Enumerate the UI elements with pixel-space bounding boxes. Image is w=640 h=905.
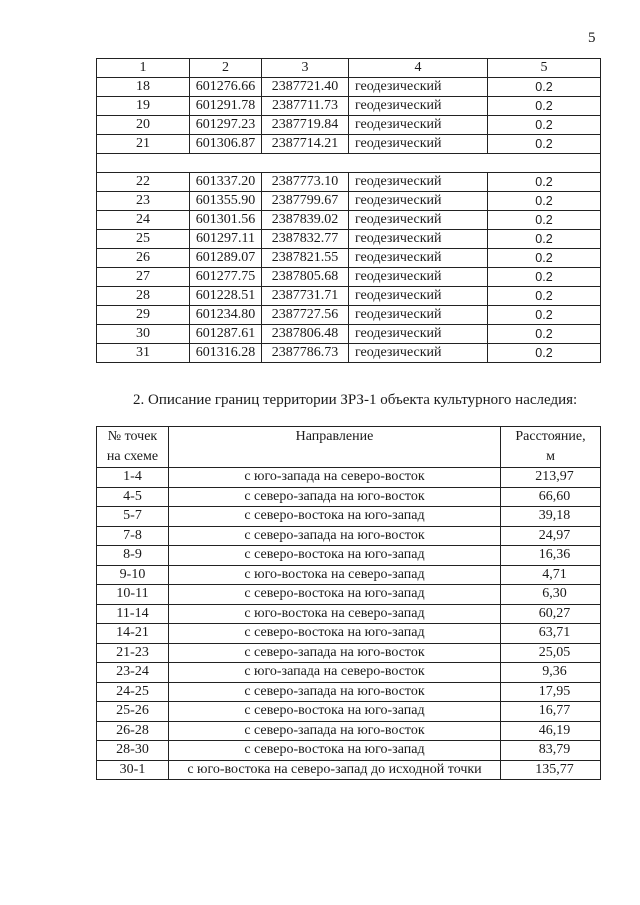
coordinates-row — [97, 116, 601, 135]
distance-cell: 66,60 — [501, 487, 601, 507]
coordinates-row — [97, 287, 601, 306]
accuracy-cell: 0.2 — [488, 173, 601, 192]
points-header-line2: на схеме — [106, 449, 159, 464]
y-coordinate-cell: 2387806.48 — [262, 325, 349, 344]
point-number-cell: 22 — [97, 173, 190, 192]
y-coordinate-cell: 2387721.40 — [262, 78, 349, 97]
method-cell: геодезический — [349, 249, 488, 268]
boundaries-table-body — [97, 468, 601, 780]
boundaries-header-row — [97, 427, 601, 468]
direction-cell: с северо-востока на юго-запад — [169, 507, 501, 527]
segment-points-cell: 4-5 — [97, 487, 169, 507]
distance-header-line2: м — [546, 449, 555, 464]
segment-points-cell: 11-14 — [97, 604, 169, 624]
accuracy-cell: 0.2 — [488, 230, 601, 249]
y-coordinate-cell: 2387714.21 — [262, 135, 349, 154]
page-number: 5 — [588, 30, 596, 46]
section-heading: 2. Описание границ территории ЗРЗ-1 объекта культурного наследия: — [133, 392, 578, 408]
x-coordinate-cell: 601289.07 — [190, 249, 262, 268]
direction-cell: с северо-запада на юго-восток — [169, 721, 501, 741]
boundary-row — [97, 604, 601, 624]
x-coordinate-cell: 601228.51 — [190, 287, 262, 306]
x-coordinate-cell: 601297.23 — [190, 116, 262, 135]
method-cell: геодезический — [349, 97, 488, 116]
method-cell: геодезический — [349, 268, 488, 287]
distance-cell: 46,19 — [501, 721, 601, 741]
accuracy-cell: 0.2 — [488, 135, 601, 154]
direction-cell: с юго-востока на северо-запад — [169, 604, 501, 624]
boundary-row — [97, 721, 601, 741]
direction-cell: с северо-востока на юго-запад — [169, 624, 501, 644]
y-coordinate-cell: 2387727.56 — [262, 306, 349, 325]
point-number-cell: 31 — [97, 344, 190, 363]
coordinates-row — [97, 211, 601, 230]
points-header — [97, 427, 169, 468]
segment-points-cell: 21-23 — [97, 643, 169, 663]
x-coordinate-cell: 601316.28 — [190, 344, 262, 363]
distance-cell: 16,77 — [501, 702, 601, 722]
x-coordinate-cell: 601337.20 — [190, 173, 262, 192]
coordinates-header-cell: 2 — [190, 59, 262, 78]
point-number-cell: 23 — [97, 192, 190, 211]
point-number-cell: 25 — [97, 230, 190, 249]
boundary-row — [97, 546, 601, 566]
method-cell: геодезический — [349, 230, 488, 249]
accuracy-cell: 0.2 — [488, 249, 601, 268]
point-number-cell: 26 — [97, 249, 190, 268]
distance-cell: 63,71 — [501, 624, 601, 644]
coordinates-row — [97, 268, 601, 287]
method-cell: геодезический — [349, 211, 488, 230]
method-cell: геодезический — [349, 116, 488, 135]
direction-cell: с северо-запада на юго-восток — [169, 682, 501, 702]
boundary-row — [97, 585, 601, 605]
method-cell: геодезический — [349, 325, 488, 344]
accuracy-cell: 0.2 — [488, 325, 601, 344]
accuracy-cell: 0.2 — [488, 268, 601, 287]
y-coordinate-cell: 2387711.73 — [262, 97, 349, 116]
point-number-cell: 28 — [97, 287, 190, 306]
segment-points-cell: 28-30 — [97, 741, 169, 761]
boundary-row — [97, 682, 601, 702]
method-cell: геодезический — [349, 173, 488, 192]
boundary-row — [97, 526, 601, 546]
coordinates-row — [97, 344, 601, 363]
distance-header-line1: Расстояние, — [515, 429, 586, 444]
boundary-row — [97, 643, 601, 663]
accuracy-cell: 0.2 — [488, 97, 601, 116]
method-cell: геодезический — [349, 344, 488, 363]
boundary-row — [97, 741, 601, 761]
distance-header — [501, 427, 601, 468]
accuracy-cell: 0.2 — [488, 287, 601, 306]
distance-cell: 4,71 — [501, 565, 601, 585]
direction-cell: с северо-запада на юго-восток — [169, 487, 501, 507]
distance-cell: 83,79 — [501, 741, 601, 761]
segment-points-cell: 7-8 — [97, 526, 169, 546]
boundary-row — [97, 624, 601, 644]
distance-cell: 9,36 — [501, 663, 601, 683]
distance-cell: 60,27 — [501, 604, 601, 624]
y-coordinate-cell: 2387786.73 — [262, 344, 349, 363]
segment-points-cell: 14-21 — [97, 624, 169, 644]
direction-header: Направление — [169, 427, 501, 468]
x-coordinate-cell: 601277.75 — [190, 268, 262, 287]
boundary-row — [97, 760, 601, 780]
boundary-row — [97, 663, 601, 683]
coordinates-header-cell: 1 — [97, 59, 190, 78]
boundary-row — [97, 702, 601, 722]
coordinates-header-cell: 5 — [488, 59, 601, 78]
y-coordinate-cell: 2387731.71 — [262, 287, 349, 306]
segment-points-cell: 5-7 — [97, 507, 169, 527]
segment-points-cell: 25-26 — [97, 702, 169, 722]
accuracy-cell: 0.2 — [488, 344, 601, 363]
method-cell: геодезический — [349, 192, 488, 211]
x-coordinate-cell: 601276.66 — [190, 78, 262, 97]
direction-cell: с юго-запада на северо-восток — [169, 663, 501, 683]
boundary-row — [97, 565, 601, 585]
coordinates-row — [97, 192, 601, 211]
group-separator-cell — [97, 154, 601, 173]
accuracy-cell: 0.2 — [488, 306, 601, 325]
accuracy-cell: 0.2 — [488, 78, 601, 97]
method-cell: геодезический — [349, 306, 488, 325]
coordinates-row — [97, 230, 601, 249]
segment-points-cell: 23-24 — [97, 663, 169, 683]
coordinates-table-body — [97, 78, 601, 363]
direction-cell: с юго-востока на северо-запад до исходной точки — [169, 760, 501, 780]
y-coordinate-cell: 2387773.10 — [262, 173, 349, 192]
distance-cell: 25,05 — [501, 643, 601, 663]
segment-points-cell: 8-9 — [97, 546, 169, 566]
point-number-cell: 27 — [97, 268, 190, 287]
boundaries-table — [96, 426, 601, 780]
boundary-row — [97, 507, 601, 527]
accuracy-cell: 0.2 — [488, 192, 601, 211]
coordinates-header-cell: 4 — [349, 59, 488, 78]
distance-cell: 135,77 — [501, 760, 601, 780]
point-number-cell: 24 — [97, 211, 190, 230]
y-coordinate-cell: 2387799.67 — [262, 192, 349, 211]
coordinates-table — [96, 58, 601, 363]
group-separator-row — [97, 154, 601, 173]
point-number-cell: 30 — [97, 325, 190, 344]
coordinates-row — [97, 306, 601, 325]
x-coordinate-cell: 601301.56 — [190, 211, 262, 230]
segment-points-cell: 30-1 — [97, 760, 169, 780]
coordinates-row — [97, 78, 601, 97]
method-cell: геодезический — [349, 135, 488, 154]
distance-cell: 24,97 — [501, 526, 601, 546]
method-cell: геодезический — [349, 287, 488, 306]
distance-cell: 17,95 — [501, 682, 601, 702]
distance-cell: 213,97 — [501, 468, 601, 488]
direction-cell: с юго-востока на северо-запад — [169, 565, 501, 585]
boundary-row — [97, 487, 601, 507]
point-number-cell: 18 — [97, 78, 190, 97]
point-number-cell: 29 — [97, 306, 190, 325]
segment-points-cell: 26-28 — [97, 721, 169, 741]
coordinates-row — [97, 135, 601, 154]
accuracy-cell: 0.2 — [488, 211, 601, 230]
direction-cell: с северо-востока на юго-запад — [169, 741, 501, 761]
point-number-cell: 19 — [97, 97, 190, 116]
x-coordinate-cell: 601291.78 — [190, 97, 262, 116]
coordinates-row — [97, 325, 601, 344]
x-coordinate-cell: 601287.61 — [190, 325, 262, 344]
direction-cell: с северо-востока на юго-запад — [169, 546, 501, 566]
y-coordinate-cell: 2387839.02 — [262, 211, 349, 230]
boundary-row — [97, 468, 601, 488]
y-coordinate-cell: 2387805.68 — [262, 268, 349, 287]
distance-cell: 39,18 — [501, 507, 601, 527]
y-coordinate-cell: 2387832.77 — [262, 230, 349, 249]
coordinates-row — [97, 173, 601, 192]
coordinates-header-row — [97, 59, 601, 78]
direction-cell: с северо-востока на юго-запад — [169, 702, 501, 722]
segment-points-cell: 10-11 — [97, 585, 169, 605]
direction-cell: с северо-востока на юго-запад — [169, 585, 501, 605]
direction-cell: с северо-запада на юго-восток — [169, 643, 501, 663]
x-coordinate-cell: 601297.11 — [190, 230, 262, 249]
segment-points-cell: 24-25 — [97, 682, 169, 702]
direction-cell: с северо-запада на юго-восток — [169, 526, 501, 546]
y-coordinate-cell: 2387821.55 — [262, 249, 349, 268]
segment-points-cell: 9-10 — [97, 565, 169, 585]
method-cell: геодезический — [349, 78, 488, 97]
coordinates-row — [97, 249, 601, 268]
point-number-cell: 21 — [97, 135, 190, 154]
y-coordinate-cell: 2387719.84 — [262, 116, 349, 135]
coordinates-header-cell: 3 — [262, 59, 349, 78]
coordinates-row — [97, 97, 601, 116]
x-coordinate-cell: 601234.80 — [190, 306, 262, 325]
accuracy-cell: 0.2 — [488, 116, 601, 135]
direction-cell: с юго-запада на северо-восток — [169, 468, 501, 488]
points-header-line1: № точек — [107, 429, 158, 444]
x-coordinate-cell: 601306.87 — [190, 135, 262, 154]
segment-points-cell: 1-4 — [97, 468, 169, 488]
point-number-cell: 20 — [97, 116, 190, 135]
x-coordinate-cell: 601355.90 — [190, 192, 262, 211]
distance-cell: 6,30 — [501, 585, 601, 605]
distance-cell: 16,36 — [501, 546, 601, 566]
